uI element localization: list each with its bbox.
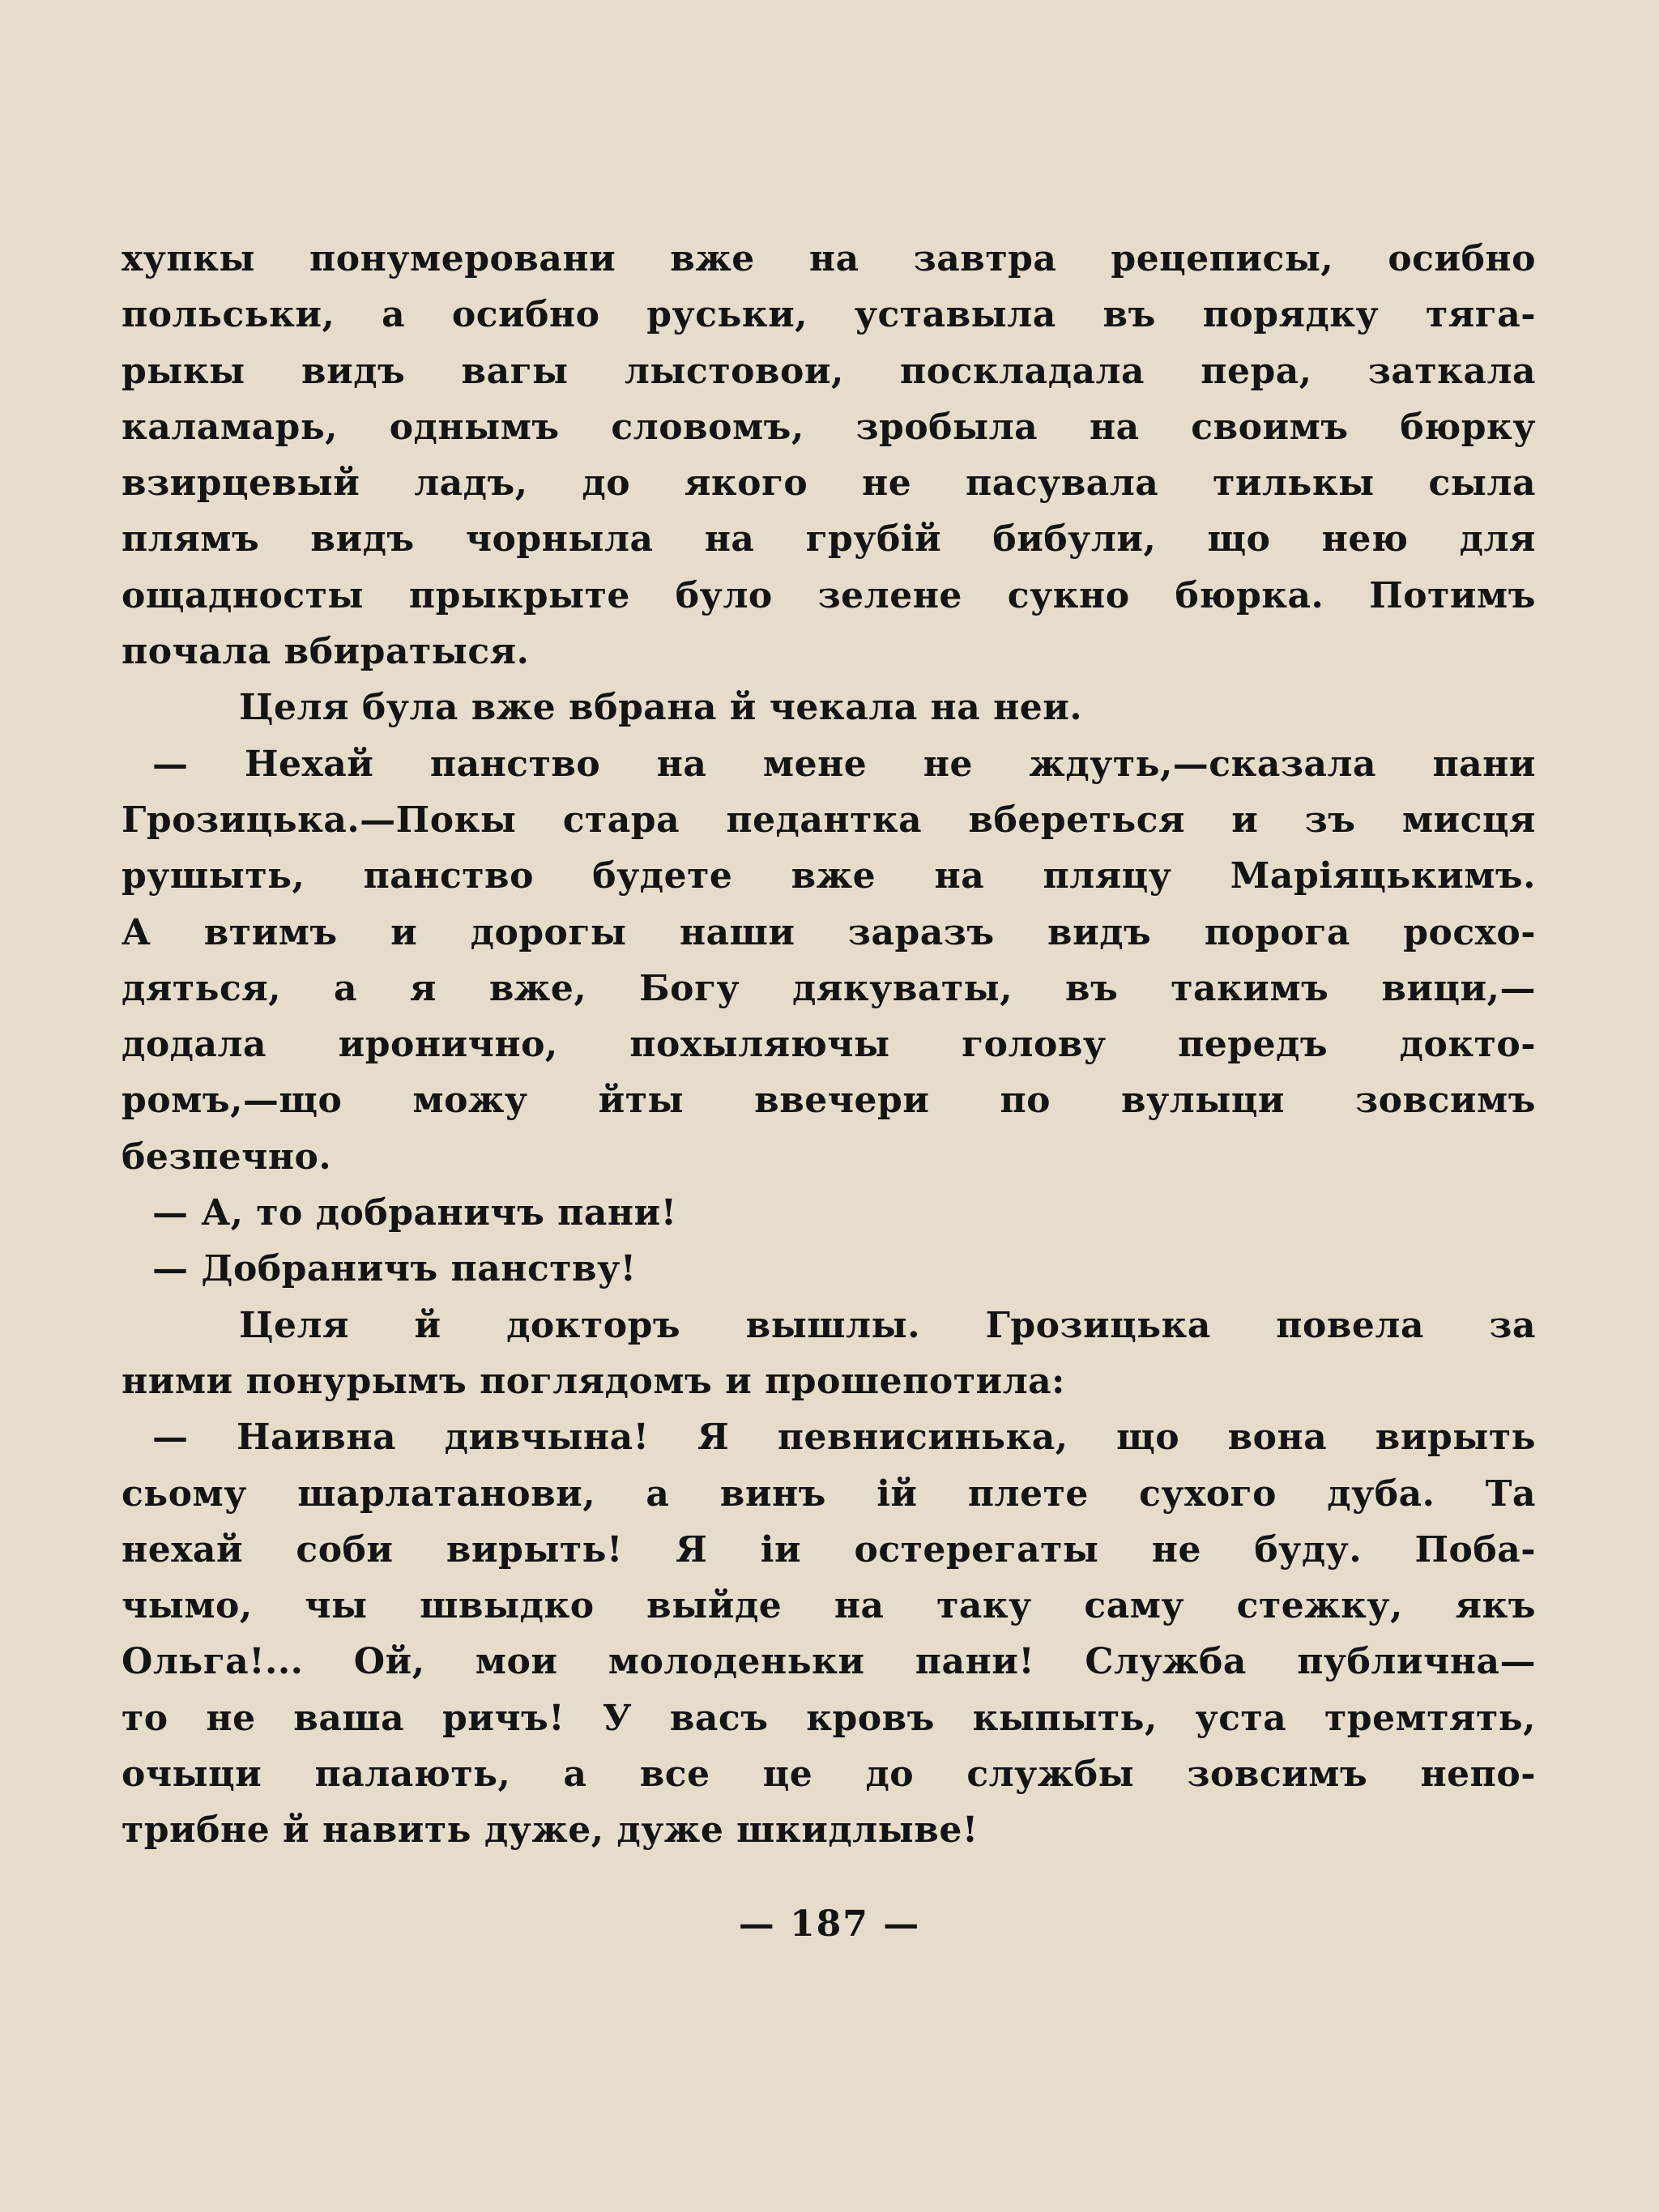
text-line: А втимъ и дорогы наши заразъ видъ порога росхо- [122, 911, 1536, 953]
text-line: додала иронично, похыляючы голову передъ доктo- [122, 1024, 1536, 1066]
text-line: каламарь, однымъ словомъ, зробыла на своимъ бюрку [122, 406, 1536, 448]
text-line: безпечно. [122, 1136, 332, 1178]
text-line: Целя й докторъ вышлы. Грозицька повела за [239, 1304, 1536, 1346]
text-line: дяться, а я вже, Богу дякуваты, въ такимъ вици,— [122, 967, 1536, 1009]
text-line: ними понурымъ поглядомъ и прошепотила: [122, 1360, 1065, 1402]
dialogue-line: — Наивна дивчына! Я певнисинька, що вона вирыть [152, 1417, 1536, 1459]
text-line: польськи, а осибно руськи, уставыла въ порядку тяга- [122, 294, 1536, 336]
text-line: очыци палають, а все це до службы зовсимъ непо- [122, 1754, 1536, 1796]
text-line: почала вбиратыся. [122, 631, 530, 673]
text-line: сьому шарлатанови, а винъ ій плете сухого дуба. Та [122, 1473, 1536, 1515]
text-line: чымо, чы швыдко выйде на таку саму стежку, якъ [122, 1585, 1536, 1627]
text-line: хупкы понумеровани вже на завтра рецеписы, осибно [122, 238, 1536, 279]
text-line: рушыть, панство будете вже на пляцу Маріяцькимъ. [122, 855, 1536, 897]
text-line: Ольга!... Ой, мои молоденьки пани! Служба публична— [122, 1641, 1536, 1683]
text-line: взирцевый ладъ, до якого не пасувала тилькы сыла [122, 462, 1536, 505]
text-line: рыкы видъ вагы лыстовои, поскладала пера, заткала [122, 350, 1536, 392]
dialogue-line: — Добраничъ панству! [152, 1248, 637, 1290]
text-line: то не ваша ричъ! У васъ кровъ кыпыть, уста тремтять, [122, 1697, 1536, 1739]
page-number: — 187 — [738, 1903, 921, 1945]
text-line: ощадносты прыкрыте було зелене сукно бюрка. Потимъ [122, 574, 1536, 616]
text-line: трибне й навить дуже, дуже шкидлыве! [122, 1809, 979, 1852]
text-line: нехай соби вирыть! Я іи остерегаты не буду. Поба- [122, 1528, 1536, 1571]
dialogue-line: — Нехай панство на мене не ждуть,—сказала пани [152, 743, 1536, 785]
text-line: плямъ видъ чорныла на грубій бибули, що нею для [122, 518, 1536, 560]
text-line: Целя була вже вбрана й чекала на неи. [239, 687, 1083, 729]
text-line: Грозицька.—Покы стара педантка вбереться и зъ мисця [122, 799, 1536, 841]
text-line: ромъ,—що можу йты ввечери по вулыци зовсимъ [122, 1080, 1536, 1122]
body-text [122, 231, 1536, 1859]
dialogue-line: — А, то добраничъ пани! [152, 1192, 677, 1234]
